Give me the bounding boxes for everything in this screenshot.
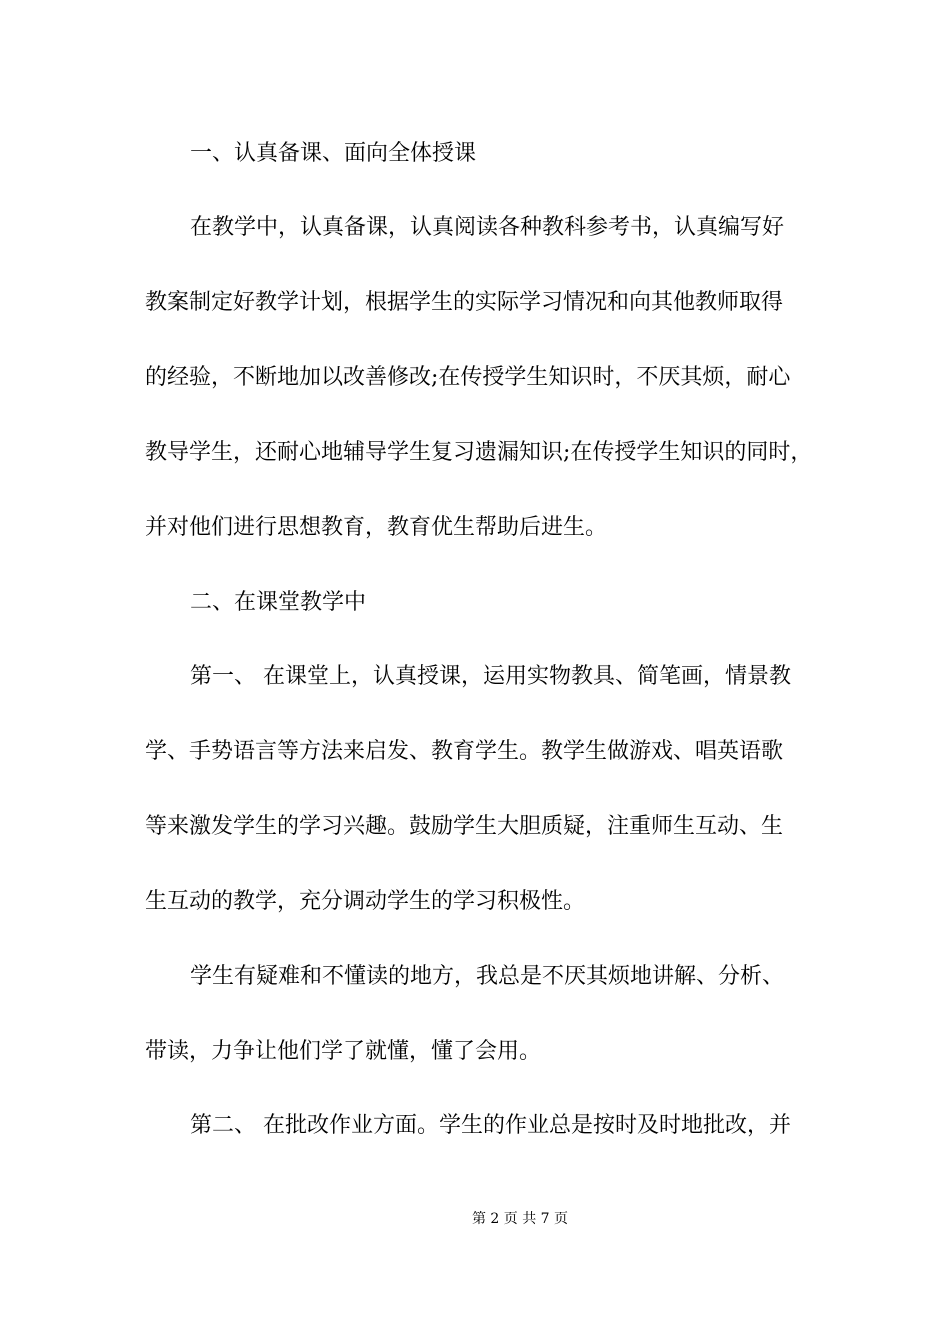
paragraph-line: 教案制定好教学计划，根据学生的实际学习情况和向其他教师取得 — [145, 290, 784, 315]
paragraph-line: 在教学中，认真备课，认真阅读各种教科参考书，认真编写好 — [190, 215, 785, 240]
paragraph-line: 带读，力争让他们学了就懂，懂了会用。 — [145, 1039, 542, 1064]
paragraph-line: 学、手势语言等方法来启发、教育学生。教学生做游戏、唱英语歌 — [145, 739, 784, 764]
section-heading-2: 二、在课堂教学中 — [190, 590, 367, 615]
page-number-footer: 第 2 页 共 7 页 — [471, 1211, 569, 1227]
paragraph-line: 并对他们进行思想教育，教育优生帮助后进生。 — [145, 515, 608, 540]
paragraph-line: 学生有疑难和不懂读的地方，我总是不厌其烦地讲解、分析、 — [190, 964, 785, 989]
paragraph-line: 第二、 在批改作业方面。学生的作业总是按时及时地批改，并 — [190, 1113, 791, 1138]
paragraph-line: 教导学生，还耐心地辅导学生复习遗漏知识;在传授学生知识的同时， — [145, 440, 813, 465]
paragraph-line: 等来激发学生的学习兴趣。鼓励学生大胆质疑，注重师生互动、生 — [145, 814, 784, 839]
paragraph-line: 生互动的教学，充分调动学生的学习积极性。 — [145, 889, 586, 914]
paragraph-line: 第一、 在课堂上，认真授课，运用实物教具、简笔画，情景教 — [190, 664, 791, 689]
section-heading-1: 一、认真备课、面向全体授课 — [190, 141, 477, 166]
paragraph-line: 的经验，不断地加以改善修改;在传授学生知识时，不厌其烦，耐心 — [145, 365, 791, 390]
